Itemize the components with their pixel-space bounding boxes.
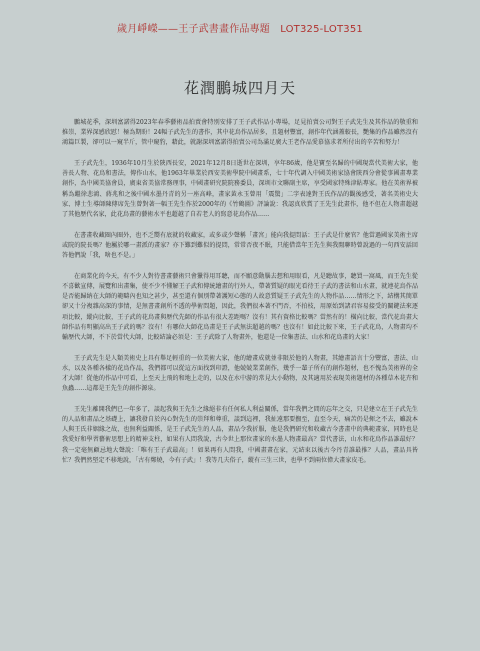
article-paragraph: 鵬城花季，深圳富諾得2023年春季藝術品拍賣會特別安排了王子武作品小專場，足見拍賣公司對王子武先生及其作品的敬重和推崇，業界深感欣慰！極為期盼！24幅子武先生的書作，其中花鳥作品居多，且題材豐富，創作年代涵蓋較長，艷集的作品雖然沒有鴻篇巨製，卻可以一窺半斤，管中窺豹，藉此，就謝深圳富諾得拍賣公司為滿足廣大王老作品愛慕協求者所付出的辛苦和努力！ — [62, 119, 418, 147]
article-body — [62, 118, 418, 466]
collection-header: 歲月崢嶸——王子武書畫作品專題 LOT325-LOT351 — [117, 24, 363, 35]
article-paragraph: 在商業化的今天，有不少人對待書畫藝術只會獵得用耳聽，而不願意動腦去想和用眼看，凡是聽故事，聽買一窩風，而王先生從不喜歡宣傳，展覽和出畫集，使不少不懂解王子武和傳統繪畫的行外人，帶著質疑的眼光看待王子武的書法和山水畫，就連花鳥作品是否能歸納在大師的範疇內也知之甚少，甚至還有個別帶著護短心態的人故意質疑王子武先生的人物作品……情形之下，結構其簡單卻又十分複雜高深的事情，是無書畫創所不透的學術問題，因此，我們很本著不門否，不拍枝，用原始到諸君容易接受的關鍵法來逐項比較，縱向比較，王子武的花鳥畫與歷代先師的作品有很大差距嗎？沒有！其有資格比較嗎？當然有的！橫向比較，當代花鳥畫大師作品有明顯高出王子武的嗎？沒有！有哪位大師花鳥畫是王子武無法超越的嗎？也沒有！如此比較下來，王子武花鳥，人物畫均不輸歷代大師，不下於當代大師，比較結論必須是：王子武除了人物畫外，他還是一位集書法、山水和花鳥畫的大家！ — [62, 273, 418, 341]
article-paragraph: 王子武先生是人類美術史上具有舉足輕重的一位美術大家，他的繪畫成就並非限於他的人物畫，其繪畫語言十分豐富，書法、山水，以及各種各樣的花鳥作品，我們都可以從這方面找到印證，他兢兢業業創作，幾乎一輩子所有的創作題材，也不愧為美術界的全才大師！從他的作品中可看，上至天上飛的和地上走的，以及在水中游的常見大小動物，及其適用於表現美術題材的各種草木花卉和魚蟲……這都是王先生的創作源泉。 — [62, 354, 418, 393]
article-title: 花潤鵬城四月天 — [183, 79, 296, 97]
article-paragraph: 在書畫收藏圈內圈外，也不乏嚮有底就的收藏家，或多或少聲稱「畫宮」能向我提問話：王子武是什麼官？他當過國家美術主席或院的院長嗎？他屬於哪一畫派的畫家？亦下難到難似的提問，常常否夜不眠，只能借當年王先生與我閒聊時曾說過的一句西安話回答他們說「我，啥也不是。」 — [62, 231, 418, 260]
article-paragraph: 王子武先生，1936年10月生於陝西長安，2021年12月8日逝世在深圳，享年86歲，他是寶至名歸的中國現當代美術大家，他善長人物、花鳥和書法，傳作山水，他1963年畢業於西安美術學院中國畫系，七十年代調入中國美術家協會陝西分會從事國畫專業創作，為中國美協會員，廣東省美協常務理事，中國畫研究院院務委員，深圳市文聯副主席，享受國家特殊津貼專家。他在美術界被稱為繼徐悲鴻、蔣兆和之後中國水墨丹青的另一座高峰，畫家黃永玉曾用「震驚」二字表達對王氏作品的觀後感受，著名美術史大家、博士生導師陳傳席先生曾對著一幅王先生作於2000年的《竹鶴圖》評論說：我認真欣賞了王先生此畫作，他不但在人物畫超越了其他歷代名家，此花鳥畫的藝術水平也超越了自若老人的寫意花鳥作品…… — [62, 160, 418, 218]
article-paragraph: 王先生離開我們已一年多了，談起我與王先生之緣絕非有任何私人利益關係，當年我們之間的忘年之交，只是建立在王子武先生的人品和畫品之基礎上，讓我發自於內心對先生的崇拜和尊重，談到這裡，我扯遠那要撫至，直至今天，痛苦仍是揮之不去，雖說本人與王氏非姻緣之故，也無利益關係，是王子武先生的人品，畫品令我折服，他是我們研究和收藏古今書畫中的典範畫家，同時也是我愛好和學習藝術思想上的精神支柱，如果有人問我說，古今世上那位畫家的水墨人物畫最高？當代書法，山水和花鳥作品誰最好？我一定毫無顧忌地大聲說：「唯有王子武最高」！如果再有人問我，中國畫畫在家，元結束以後古今丹青誰最推？人品，畫品具皆忙？我們然堅定不移地說，「古有鄭燒，今有子武」！我等几夫俗子，縱有三生三世，也學不到兩位偉大畫家皮毛。 — [62, 406, 418, 464]
